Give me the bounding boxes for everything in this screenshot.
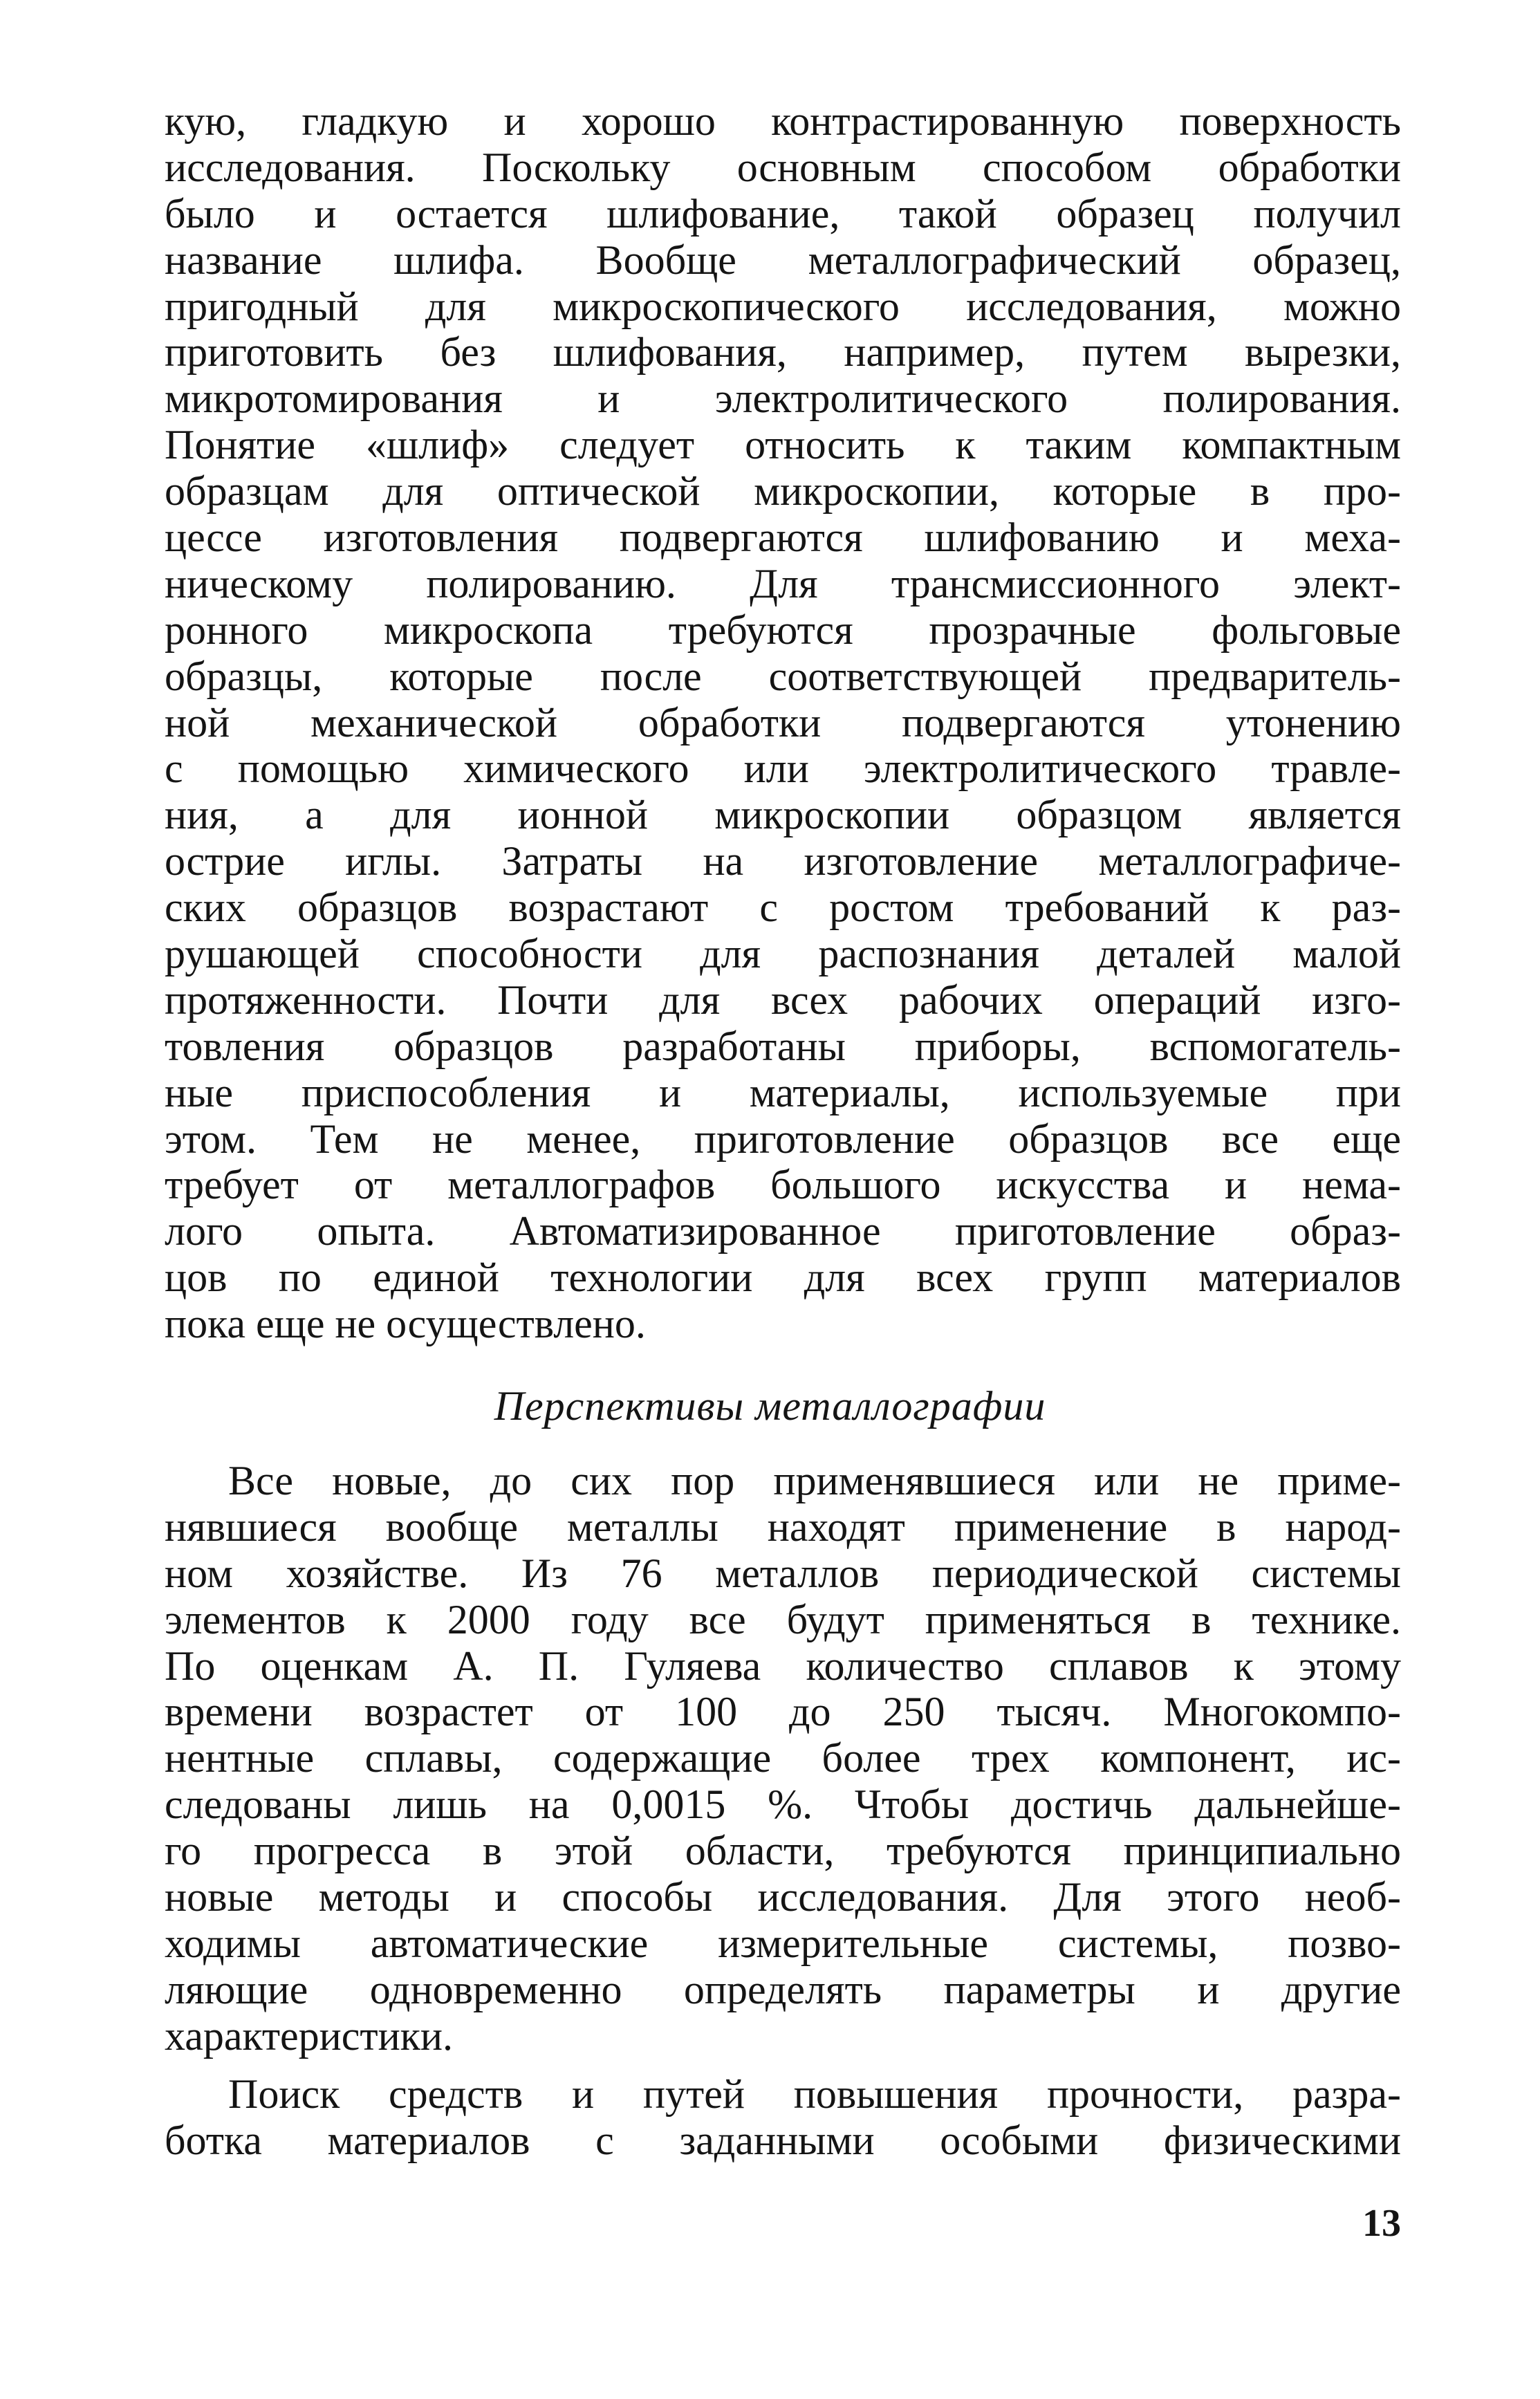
text-line: микротомирования и электролитического полирования.	[165, 376, 1401, 422]
text-line: характеристики.	[165, 2012, 454, 2059]
text-line: требует от металлографов большого искусства и нема-	[165, 1162, 1401, 1208]
text-line: острие иглы. Затраты на изготовление металлографиче-	[165, 838, 1401, 884]
text-line: Все новые, до сих пор применявшиеся или не приме-	[228, 1458, 1401, 1503]
text-line: ные приспособления и материалы, используемые при	[165, 1069, 1401, 1115]
text-line: образцы, которые после соответствующей предваритель-	[165, 653, 1401, 699]
text-line: пригодный для микроскопического исследования, можно	[165, 283, 1401, 329]
text-line: товления образцов разработаны приборы, вспомогатель-	[165, 1023, 1401, 1069]
text-line: времени возрастет от 100 до 250 тысяч. Многокомпо-	[165, 1689, 1401, 1735]
text-line: следованы лишь на 0,0015 %. Чтобы достичь дальнейше-	[165, 1781, 1401, 1828]
text-line: элементов к 2000 году все будут применяться в технике.	[165, 1596, 1401, 1642]
text-line: лого опыта. Автоматизированное приготовление образ-	[165, 1208, 1401, 1254]
text-line: с помощью химического или электролитического травле-	[165, 745, 1401, 792]
text-line: протяженности. Почти для всех рабочих операций изго-	[165, 976, 1401, 1023]
section-heading: Перспективы металлографии	[494, 1383, 1046, 1429]
page-number: 13	[1362, 2202, 1401, 2245]
text-line: ронного микроскопа требуются прозрачные фольговые	[165, 606, 1401, 653]
text-line: ляющие одновременно определять параметры и другие	[165, 1966, 1401, 2012]
text-line: ническому полированию. Для трансмиссионного элект-	[165, 560, 1401, 606]
text-line: ходимы автоматические измерительные системы, позво-	[165, 1920, 1401, 1966]
text-line: цов по единой технологии для всех групп материалов	[165, 1254, 1401, 1301]
paragraph-strength-research	[165, 2071, 1401, 2164]
paragraph-sample-preparation	[165, 98, 1401, 1347]
text-line: новые методы и способы исследования. Для этого необ-	[165, 1874, 1401, 1920]
text-line: Поиск средств и путей повышения прочности, разра-	[228, 2071, 1401, 2117]
text-line: было и остается шлифование, такой образец получил	[165, 190, 1401, 237]
text-line: кую, гладкую и хорошо контрастированную поверхность	[165, 98, 1401, 144]
text-line: исследования. Поскольку основным способом обработки	[165, 144, 1401, 190]
text-line: ном хозяйстве. Из 76 металлов периодической системы	[165, 1550, 1401, 1596]
paragraph-metals-outlook	[165, 1458, 1401, 2059]
text-line: нявшиеся вообще металлы находят применение в народ-	[165, 1503, 1401, 1550]
text-line: ских образцов возрастают с ростом требований к раз-	[165, 884, 1401, 931]
text-line: цессе изготовления подвергаются шлифованию и меха-	[165, 515, 1401, 561]
text-line: ботка материалов с заданными особыми физическими	[165, 2117, 1401, 2163]
text-line: название шлифа. Вообще металлографический образец,	[165, 237, 1401, 283]
text-line: этом. Тем не менее, приготовление образцов все еще	[165, 1115, 1401, 1162]
text-line: пока еще не осуществлено.	[165, 1301, 646, 1347]
text-line: приготовить без шлифования, например, путем вырезки,	[165, 329, 1401, 376]
text-line: рушающей способности для распознания деталей малой	[165, 931, 1401, 977]
text-line: образцам для оптической микроскопии, которые в про-	[165, 468, 1401, 515]
text-line: ной механической обработки подвергаются утонению	[165, 699, 1401, 745]
text-line: го прогресса в этой области, требуются принципиально	[165, 1828, 1401, 1874]
text-line: По оценкам А. П. Гуляева количество сплавов к этому	[165, 1642, 1401, 1689]
text-line: ния, а для ионной микроскопии образцом является	[165, 792, 1401, 838]
text-line: Понятие «шлиф» следует относить к таким компактным	[165, 422, 1401, 468]
text-line: нентные сплавы, содержащие более трех компонент, ис-	[165, 1735, 1401, 1781]
